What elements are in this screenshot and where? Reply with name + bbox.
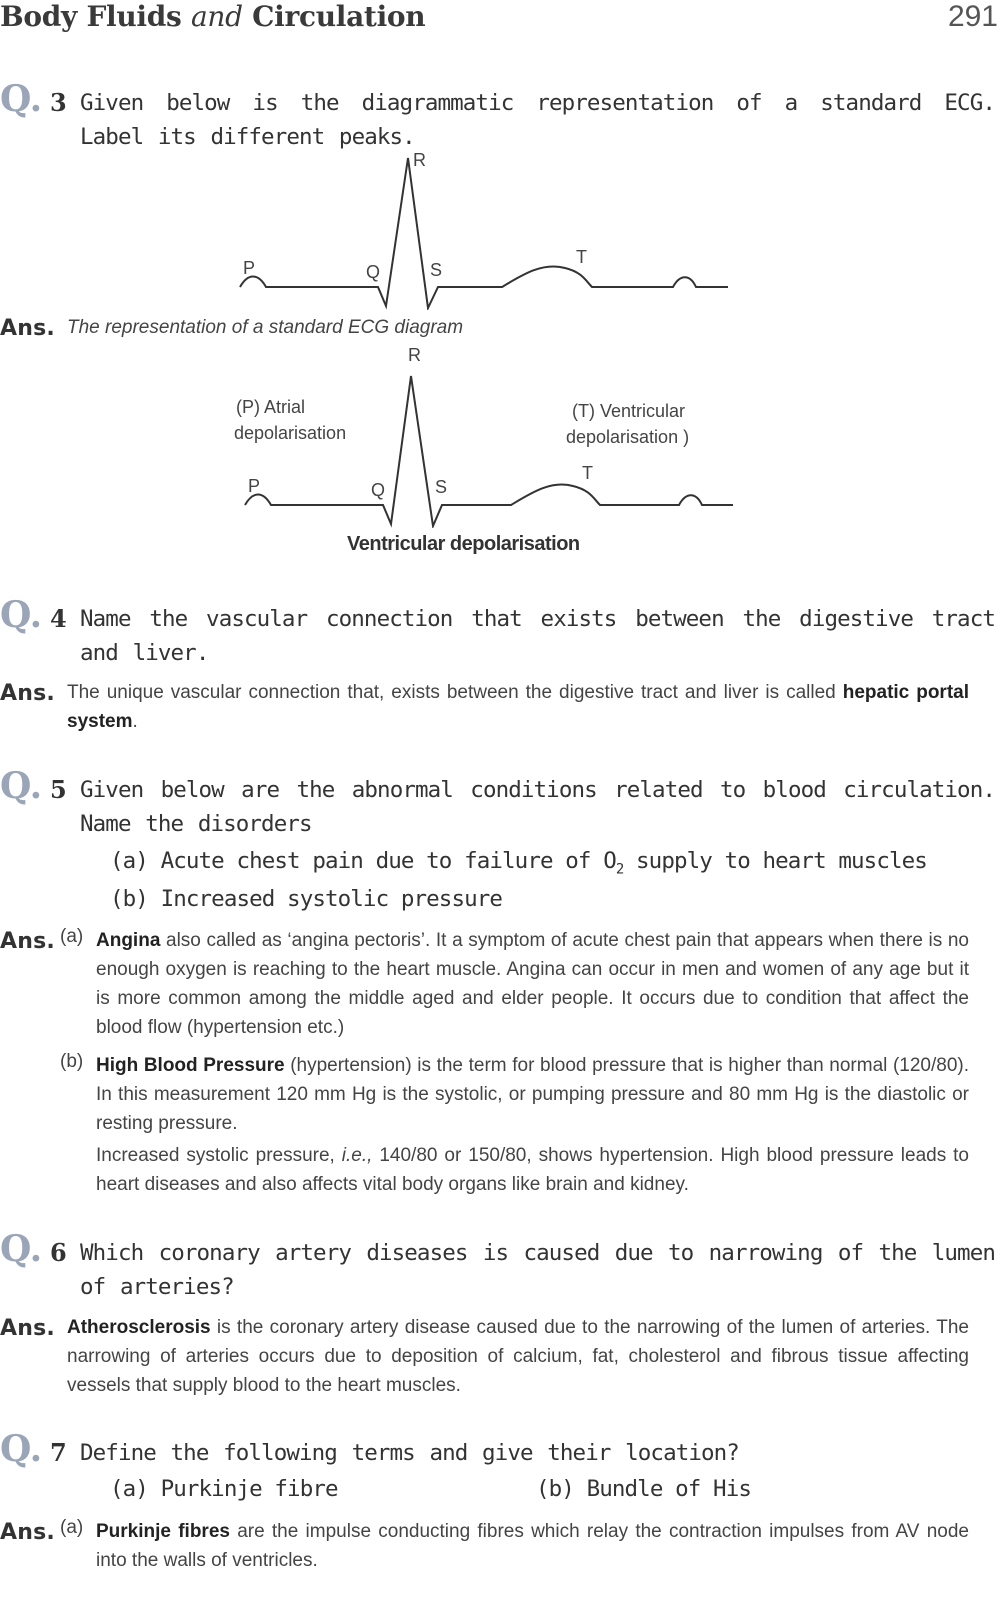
answer-marker: Ans. xyxy=(0,681,55,706)
question-text: Given below is the diagrammatic representation of a standard ECG. Label its different peaks. xyxy=(80,90,995,150)
question-text: Define the following terms and give their location? xyxy=(80,1440,739,1466)
answer-b-paragraph-2: Increased systolic pressure, i.e., 140/80 or 150/80, shows hypertension. High blood pressure leads to heart diseases and also affects vital body organs like brain and kidney. xyxy=(96,1145,969,1195)
ecg-label-t: T xyxy=(576,247,587,267)
chapter-title xyxy=(0,0,425,33)
atrial-label-line-2: depolarisation xyxy=(234,423,347,443)
title-part-2: and xyxy=(190,0,243,33)
answer-bold-term: hepatic portal system xyxy=(67,682,969,732)
title-part-3: Circulation xyxy=(252,0,426,33)
ecg-answer-label-s: S xyxy=(435,477,448,497)
answer-bold-term: High Blood Pressure xyxy=(96,1055,285,1076)
question-number: 6 xyxy=(50,1238,67,1267)
sub-question-b: (b) Bundle of His xyxy=(536,1476,751,1502)
question-number: 4 xyxy=(50,604,67,633)
answer-bold-term: Purkinje fibres xyxy=(96,1521,230,1542)
ecg-answer-label-t: T xyxy=(582,463,593,483)
answer-bold-term: Atherosclerosis xyxy=(67,1317,211,1338)
answer-a-label: (a) xyxy=(60,926,84,947)
sub-question-b: (b) Increased systolic pressure xyxy=(110,886,503,912)
ventricular-label-line-1: (T) Ventricular xyxy=(572,401,686,421)
ecg-answer-label-q: Q xyxy=(371,480,386,500)
atrial-label-line-1: (P) Atrial xyxy=(236,397,306,417)
answer-text: The representation of a standard ECG diagram xyxy=(67,317,464,338)
sub-question-a: (a) Acute chest pain due to failure of $O_2$ supply to heart muscles xyxy=(110,848,927,878)
answer-a-text: Angina also called as ‘angina pectoris’. It a symptom of acute chest pain that appears when there is no enough oxygen is reaching to the heart muscle. Angina can occur in men and women of any age but it is more common among the middle aged and elder people. It occurs due to condition that affect the blood flow (hypertension etc.) xyxy=(96,930,969,1038)
diagram-caption: Ventricular depolarisation xyxy=(347,533,580,555)
ecg-diagram-question xyxy=(230,150,740,310)
answer-marker: Ans. xyxy=(0,1316,55,1341)
question-number: 3 xyxy=(50,88,67,117)
question-marker: Q. xyxy=(0,594,43,636)
answer-marker: Ans. xyxy=(0,1520,55,1545)
question-text: Which coronary artery diseases is caused due to narrowing of the lumen of arteries? xyxy=(80,1240,995,1300)
ecg-answer-label-p: P xyxy=(248,476,261,496)
question-marker: Q. xyxy=(0,1428,43,1470)
title-part-1: Body Fluids xyxy=(0,0,182,33)
sub-question-a: (a) Purkinje fibre xyxy=(110,1476,338,1502)
question-text: Name the vascular connection that exists between the digestive tract and liver. xyxy=(80,606,995,666)
ecg-label-s: S xyxy=(430,260,443,280)
question-number: 7 xyxy=(50,1438,67,1467)
question-text: Given below are the abnormal conditions related to blood circulation. Name the disorders xyxy=(80,777,995,837)
ventricular-label-line-2: depolarisation ) xyxy=(566,427,690,447)
question-number: 5 xyxy=(50,775,67,804)
answer-marker: Ans. xyxy=(0,929,55,954)
question-marker: Q. xyxy=(0,1228,43,1270)
ecg-diagram-answer xyxy=(235,368,745,528)
ecg-label-p: P xyxy=(243,258,256,278)
answer-bold-term: Angina xyxy=(96,930,161,951)
question-marker: Q. xyxy=(0,765,43,807)
answer-marker: Ans. xyxy=(0,316,55,341)
answer-b-label: (b) xyxy=(60,1051,84,1072)
answer-text: Atherosclerosis is the coronary artery disease caused due to the narrowing of the lumen of arteries. The narrowing of arteries occurs due to deposition of calcium, fat, cholesterol and fibrous tissue affecting vessels that supply blood to the heart muscles. xyxy=(67,1317,969,1396)
ecg-label-r: R xyxy=(413,150,426,170)
answer-a-text: Purkinje fibres are the impulse conducting fibres which relay the contraction impulses from AV node into the walls of ventricles. xyxy=(96,1521,969,1571)
answer-b-text: High Blood Pressure (hypertension) is the term for blood pressure that is higher than normal (120/80). In this measurement 120 mm Hg is the systolic, or pumping pressure and 80 mm Hg is the diastolic or resting pressure. xyxy=(96,1055,970,1134)
ecg-label-q: Q xyxy=(366,262,381,282)
ecg-answer-label-r: R xyxy=(408,345,421,365)
page-number: 291 xyxy=(947,0,998,33)
answer-a-label: (a) xyxy=(60,1517,84,1538)
answer-text: The unique vascular connection that, exists between the digestive tract and liver is called hepatic portal system. xyxy=(67,682,969,732)
question-marker: Q. xyxy=(0,78,43,120)
